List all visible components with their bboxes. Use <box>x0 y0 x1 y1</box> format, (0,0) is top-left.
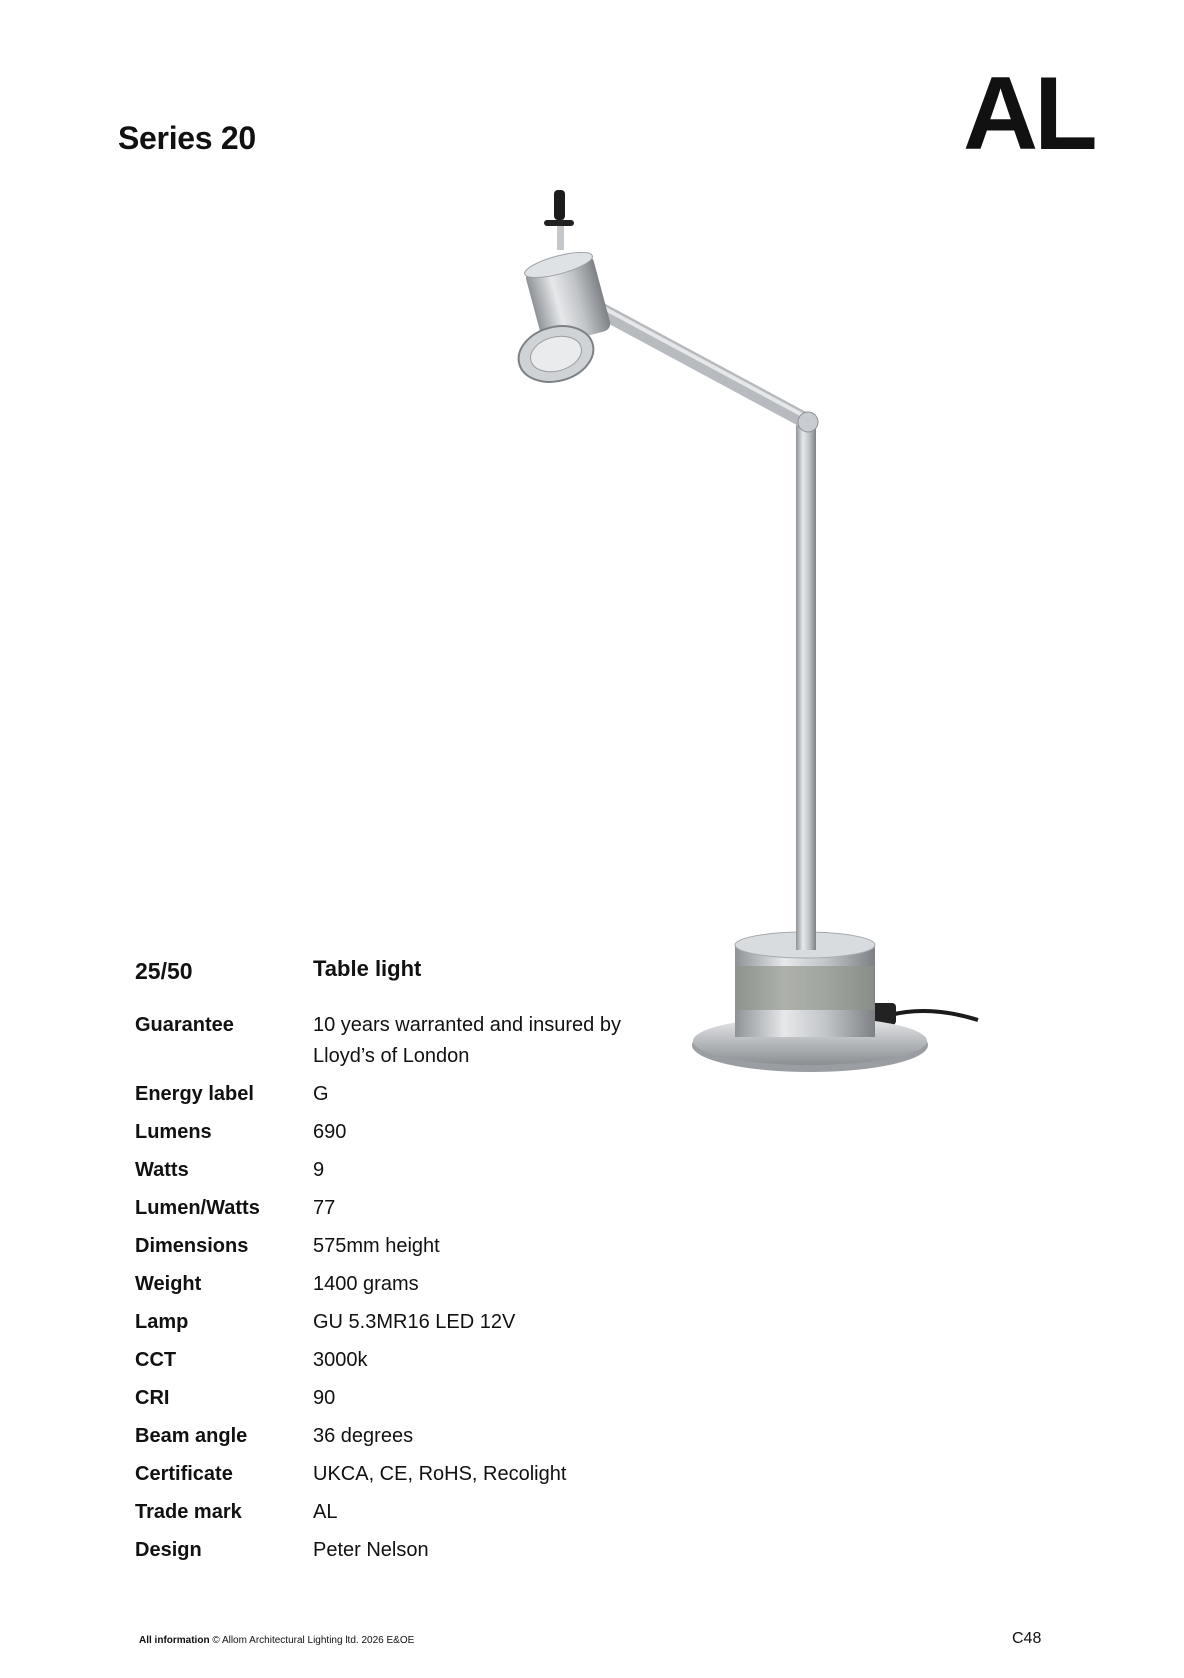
spec-row-guarantee <box>135 1010 655 1072</box>
spec-value: 1400 grams <box>313 1273 419 1295</box>
spec-row-cri <box>135 1383 655 1414</box>
spec-row-trade-mark <box>135 1497 655 1528</box>
product-code: 25/50 <box>135 958 193 984</box>
spec-value: GU 5.3MR16 LED 12V <box>313 1311 516 1333</box>
footer-note <box>139 1635 414 1646</box>
spec-label: Guarantee <box>135 1014 234 1036</box>
product-type: Table light <box>313 956 422 981</box>
spec-label: Lumen/Watts <box>135 1197 260 1219</box>
table-lamp-image <box>500 190 1000 1090</box>
spec-value: 36 degrees <box>313 1425 414 1447</box>
spec-label: Lumens <box>135 1121 212 1143</box>
spec-value: 575mm height <box>313 1235 440 1257</box>
spec-row-beam-angle <box>135 1421 655 1452</box>
spec-row-watts <box>135 1155 655 1186</box>
spec-label: Trade mark <box>135 1501 242 1523</box>
spec-value: Peter Nelson <box>313 1539 429 1561</box>
spec-label: Dimensions <box>135 1235 249 1257</box>
spec-value: 690 <box>313 1121 347 1143</box>
spec-label: Design <box>135 1539 202 1561</box>
spec-row-dimensions <box>135 1231 655 1262</box>
spec-value: G <box>313 1083 329 1105</box>
spec-table <box>135 1010 655 1573</box>
spec-value: UKCA, CE, RoHS, Recolight <box>313 1463 567 1485</box>
spec-row-lumens <box>135 1117 655 1148</box>
spec-value: 77 <box>313 1197 336 1219</box>
spec-value: 3000k <box>313 1349 368 1371</box>
spec-value: 90 <box>313 1387 336 1409</box>
series-title: Series 20 <box>118 120 256 156</box>
spec-label: Watts <box>135 1159 189 1181</box>
spec-label: Weight <box>135 1273 202 1295</box>
spec-value: AL <box>313 1501 338 1523</box>
spec-label: Certificate <box>135 1463 233 1485</box>
spec-row-lamp <box>135 1307 655 1338</box>
spec-row-lumen-watts <box>135 1193 655 1224</box>
brand-mark: AL <box>963 56 1094 172</box>
spec-value: 9 <box>313 1159 325 1181</box>
footer-note-text: © Allom Architectural Lighting ltd. 2026 E&OE <box>212 1635 415 1646</box>
spec-row-cct <box>135 1345 655 1376</box>
spec-label: CCT <box>135 1349 177 1371</box>
spec-row-certificate <box>135 1459 655 1490</box>
spec-row-energy-label <box>135 1079 655 1110</box>
spec-label: Energy label <box>135 1083 254 1105</box>
spec-label: Beam angle <box>135 1425 248 1447</box>
spec-row-design <box>135 1535 655 1566</box>
spec-label: CRI <box>135 1387 170 1409</box>
spec-row-weight <box>135 1269 655 1300</box>
page-number: C48 <box>1012 1630 1042 1647</box>
spec-value: 10 years warranted and insured by Lloyd’s of London <box>313 1014 621 1067</box>
footer-note-bold: All information <box>139 1635 210 1646</box>
spec-label: Lamp <box>135 1311 189 1333</box>
